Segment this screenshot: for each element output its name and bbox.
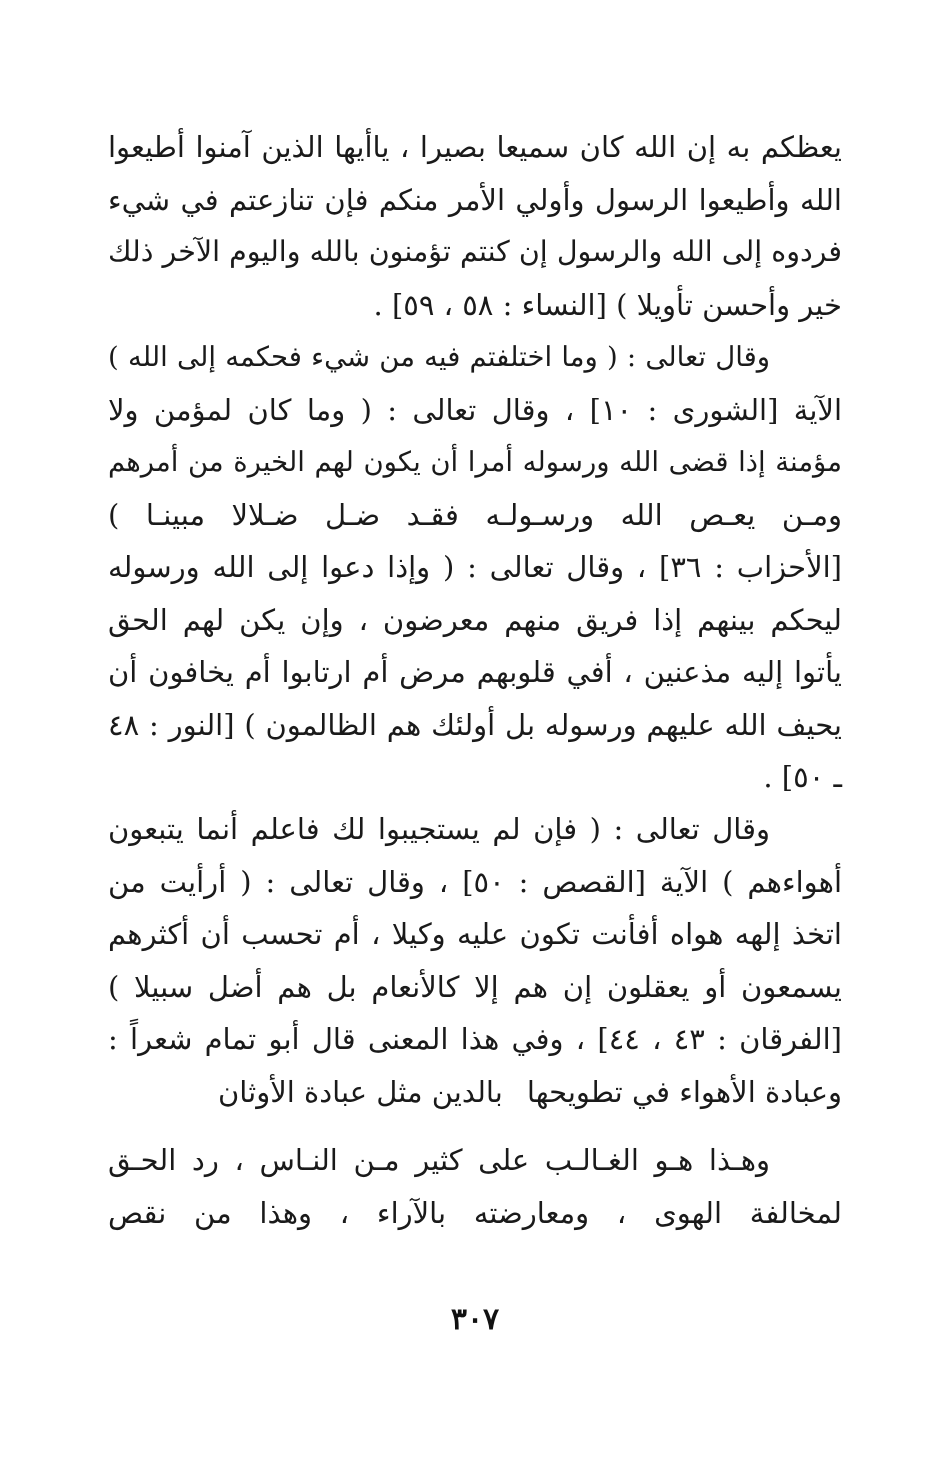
verse-second-hemistich: بالدين مثل عبادة الأوثان xyxy=(218,1074,503,1109)
page-number: ٣٠٧ xyxy=(450,1302,500,1337)
text-line: أهواءهم ) الآية [القصص : ٥٠] ، وقال تعالى : ( أرأيت من xyxy=(108,864,842,899)
text-line: يسمعون أو يعقلون إن هم إلا كالأنعام بل هم أضل سبيلا ) xyxy=(108,969,842,1004)
text-line: مؤمنة إذا قضى الله ورسوله أمرا أن يكون لهم الخيرة من أمرهم xyxy=(108,446,842,478)
text-line: الآية [الشورى : ١٠] ، وقال تعالى : ( وما كان لمؤمن ولا xyxy=(108,392,843,427)
poem-verse xyxy=(108,1066,842,1119)
text-line: فردوه إلى الله والرسول إن كنتم تؤمنون بالله واليوم الآخر ذلك xyxy=(108,235,842,268)
text-line: ومـن يعـص الله ورسـولـه فقـد ضـل ضـلالا مبينـا ) xyxy=(108,497,842,532)
text-line: اتخذ إلهه هواه أفأنت تكون عليه وكيلا ، أم تحسب أن أكثرهم xyxy=(108,917,842,951)
text-line: ـ ٥٠] . xyxy=(763,760,842,794)
text-line: [الفرقان : ٤٣ ، ٤٤] ، وفي هذا المعنى قال أبو تمام شعراً : xyxy=(108,1022,842,1056)
text-line: يعظكم به إن الله كان سميعا بصيرا ، ياأيها الذين آمنوا أطيعوا xyxy=(108,130,842,164)
text-line: وهـذا هـو الغـالـب على كثير مـن النـاس ، رد الحـق xyxy=(108,1143,770,1177)
text-line: يأتوا إليه مذعنين ، أفي قلوبهم مرض أم ارتابوا أم يخافون أن xyxy=(108,655,842,689)
text-line: لمخالفة الهوى ، ومعارضته بالآراء ، وهذا من نقص xyxy=(108,1195,842,1230)
text-line: يحيف الله عليهم ورسوله بل أولئك هم الظالمون ) [النور : ٤٨ xyxy=(108,707,842,742)
text-line: وقال تعالى : ( وما اختلفتم فيه من شيء فحكمه إلى الله ) xyxy=(108,341,770,373)
text-line: وقال تعالى : ( فإن لم يستجيبوا لك فاعلم أنما يتبعون xyxy=(108,812,770,846)
text-line: ليحكم بينهم إذا فريق منهم معرضون ، وإن يكن لهم الحق xyxy=(108,602,842,637)
text-line: خير وأحسن تأويلا ) [النساء : ٥٨ ، ٥٩] . xyxy=(373,287,842,322)
paragraph-quran-obedience xyxy=(108,121,842,804)
text-line: الله وأطيعوا الرسول وأولي الأمر منكم فإن تنازعتم في شيء xyxy=(108,182,842,217)
paragraph-following-desires xyxy=(108,803,842,1118)
verse-first-hemistich: وعبادة الأهواء في تطويحها xyxy=(526,1074,842,1109)
paragraph-rejecting-truth xyxy=(108,1134,842,1239)
text-line: [الأحزاب : ٣٦] ، وقال تعالى : ( وإذا دعوا إلى الله ورسوله xyxy=(108,550,842,584)
